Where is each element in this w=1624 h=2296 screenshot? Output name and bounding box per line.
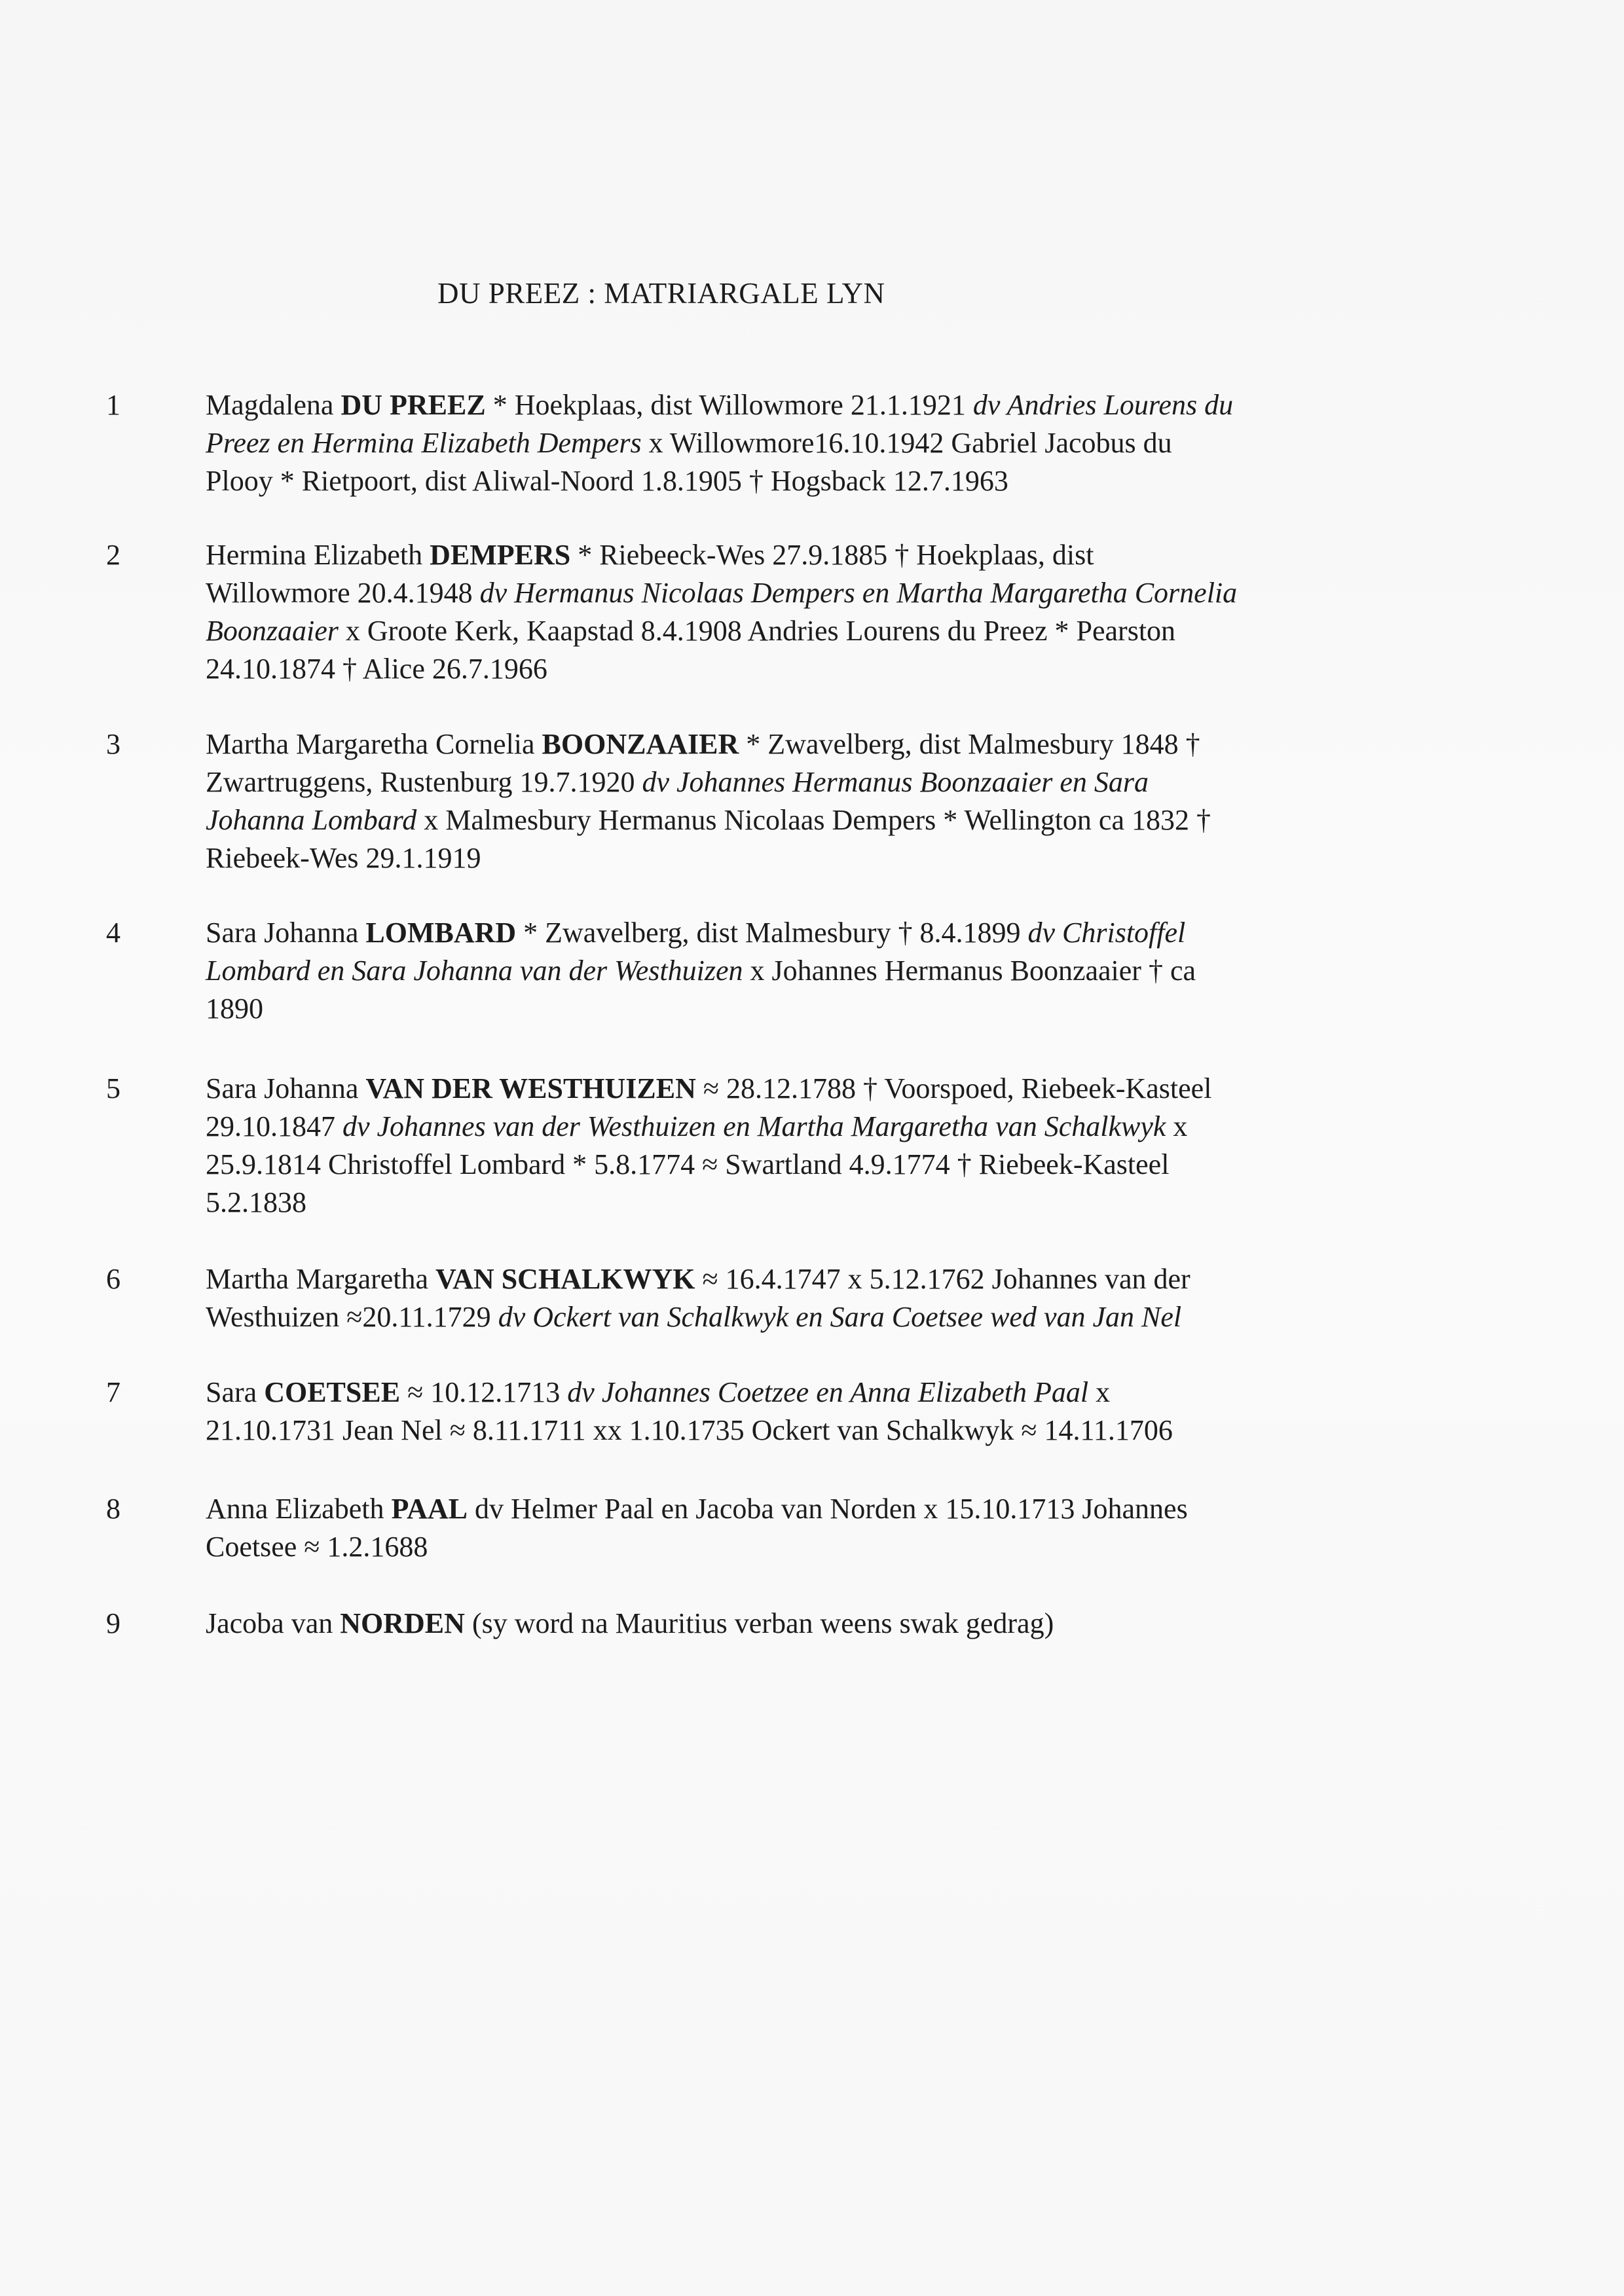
entry-line: [206, 1108, 1371, 1146]
entry-segment: Jacoba van: [206, 1607, 341, 1639]
entry-text: [206, 1605, 1371, 1643]
entry-text: [206, 386, 1371, 500]
surname: DU PREEZ: [341, 389, 486, 421]
entry-segment: (sy word na Mauritius verban weens swak gedrag): [464, 1607, 1054, 1639]
entry-segment: dv Helmer Paal en Jacoba van Norden x 15.10.1713 Johannes: [467, 1493, 1188, 1525]
entry-segment: Anna Elizabeth: [206, 1493, 392, 1525]
surname: VAN SCHALKWYK: [435, 1263, 695, 1295]
entry-line: [206, 462, 1371, 500]
entry-segment: Martha Margaretha: [206, 1263, 436, 1295]
entry-line: [206, 1070, 1371, 1108]
parents-text: dv Andries Lourens du: [972, 389, 1234, 421]
entry-segment: x Johannes Hermanus Boonzaaier † ca: [743, 955, 1196, 987]
surname: PAAL: [391, 1493, 468, 1525]
entry-line: [206, 1184, 1371, 1222]
entry-segment: Sara Johanna: [206, 1072, 366, 1104]
entry-text: [206, 1070, 1371, 1222]
entry-line: [206, 424, 1371, 462]
entry-line: [206, 990, 1371, 1028]
entry-segment: Coetsee ≈ 1.2.1688: [206, 1531, 428, 1563]
entry-number: 4: [106, 917, 120, 949]
entry-line: [206, 1146, 1371, 1184]
parents-text: Boonzaaier: [206, 615, 339, 647]
entry-segment: x Groote Kerk, Kaapstad 8.4.1908 Andries Lourens du Preez * Pearston: [338, 615, 1176, 647]
entry-segment: ≈ 16.4.1747 x 5.12.1762 Johannes van der: [695, 1263, 1190, 1295]
entry-line: [206, 650, 1371, 688]
entry-line: [206, 1412, 1371, 1449]
entry-segment: x: [1166, 1110, 1188, 1142]
entry-segment: ≈ 28.12.1788 † Voorspoed, Riebeek-Kasteel: [695, 1072, 1212, 1104]
entry-number: 1: [106, 389, 120, 421]
entry-line: [206, 1298, 1371, 1336]
entry-text: [206, 536, 1371, 688]
entry-segment: Sara: [206, 1376, 265, 1408]
entry-segment: * Zwavelberg, dist Malmesbury 1848 †: [739, 728, 1200, 760]
entry-segment: Riebeek-Wes 29.1.1919: [206, 842, 481, 874]
entry-segment: Plooy * Rietpoort, dist Aliwal-Noord 1.8.1905 † Hogsback 12.7.1963: [206, 465, 1008, 497]
parents-text: dv Johannes Hermanus Boonzaaier en Sara: [642, 766, 1149, 798]
entry-line: [206, 1528, 1371, 1566]
entry-line: [206, 801, 1371, 839]
entry-segment: 21.10.1731 Jean Nel ≈ 8.11.1711 xx 1.10.1735 Ockert van Schalkwyk ≈ 14.11.1706: [206, 1414, 1173, 1446]
entry-line: [206, 386, 1371, 424]
entry-line: [206, 1374, 1371, 1412]
entry-line: [206, 763, 1371, 801]
surname: DEMPERS: [430, 539, 571, 571]
parents-text: dv Johannes Coetzee en Anna Elizabeth Paal: [567, 1376, 1089, 1408]
entry-segment: x: [1088, 1376, 1111, 1408]
entry-segment: 25.9.1814 Christoffel Lombard * 5.8.1774 ≈ Swartland 4.9.1774 † Riebeek-Kasteel: [206, 1148, 1170, 1180]
surname: BOONZAAIER: [542, 728, 739, 760]
entry-line: [206, 1490, 1371, 1528]
entry-text: [206, 1374, 1371, 1449]
entry-text: [206, 914, 1371, 1028]
entry-number: 2: [106, 539, 120, 571]
page-title: DU PREEZ : MATRIARGALE LYN: [437, 277, 885, 310]
entry-segment: 24.10.1874 † Alice 26.7.1966: [206, 653, 547, 685]
surname: VAN DER WESTHUIZEN: [365, 1072, 696, 1104]
entry-segment: 29.10.1847: [206, 1110, 342, 1142]
entry-line: [206, 839, 1371, 877]
surname: COETSEE: [264, 1376, 401, 1408]
entry-segment: Zwartruggens, Rustenburg 19.7.1920: [206, 766, 642, 798]
entry-text: [206, 725, 1371, 877]
entry-line: [206, 1260, 1371, 1298]
parents-text: dv Christoffel: [1027, 917, 1186, 949]
entry-segment: Martha Margaretha Cornelia: [206, 728, 542, 760]
entry-line: [206, 574, 1371, 612]
entry-segment: Sara Johanna: [206, 917, 366, 949]
entry-number: 5: [106, 1072, 120, 1104]
surname: LOMBARD: [365, 917, 517, 949]
entry-line: [206, 952, 1371, 990]
entry-number: 7: [106, 1376, 120, 1408]
entry-number: 6: [106, 1263, 120, 1295]
entry-segment: Willowmore 20.4.1948: [206, 577, 480, 609]
parents-text: Preez en Hermina Elizabeth Dempers: [206, 427, 642, 459]
entry-number: 9: [106, 1607, 120, 1639]
entry-segment: ≈ 10.12.1713: [400, 1376, 568, 1408]
entry-number: 8: [106, 1493, 120, 1525]
entry-segment: * Riebeeck-Wes 27.9.1885 † Hoekplaas, dist: [570, 539, 1094, 571]
entry-segment: * Hoekplaas, dist Willowmore 21.1.1921: [485, 389, 973, 421]
entry-segment: Magdalena: [206, 389, 341, 421]
entry-line: [206, 914, 1371, 952]
entry-text: [206, 1260, 1371, 1336]
parents-text: Lombard en Sara Johanna van der Westhuizen: [206, 955, 743, 987]
entry-segment: 5.2.1838: [206, 1186, 306, 1218]
entry-segment: 1890: [206, 993, 263, 1025]
entry-text: [206, 1490, 1371, 1566]
parents-text: dv Hermanus Nicolaas Dempers en Martha Margaretha Cornelia: [479, 577, 1238, 609]
entry-line: [206, 1605, 1371, 1643]
entry-segment: x Willowmore16.10.1942 Gabriel Jacobus du: [641, 427, 1172, 459]
entry-segment: * Zwavelberg, dist Malmesbury † 8.4.1899: [516, 917, 1028, 949]
parents-text: dv Johannes van der Westhuizen en Martha Margaretha van Schalkwyk: [342, 1110, 1166, 1142]
entry-line: [206, 612, 1371, 650]
entry-number: 3: [106, 728, 120, 760]
entry-line: [206, 536, 1371, 574]
entry-segment: Hermina Elizabeth: [206, 539, 430, 571]
parents-text: dv Ockert van Schalkwyk en Sara Coetsee wed van Jan Nel: [498, 1301, 1182, 1333]
entry-segment: x Malmesbury Hermanus Nicolaas Dempers * Wellington ca 1832 †: [416, 804, 1211, 836]
entry-line: [206, 725, 1371, 763]
entry-segment: Westhuizen ≈20.11.1729: [206, 1301, 498, 1333]
surname: NORDEN: [340, 1607, 465, 1639]
parents-text: Johanna Lombard: [206, 804, 417, 836]
